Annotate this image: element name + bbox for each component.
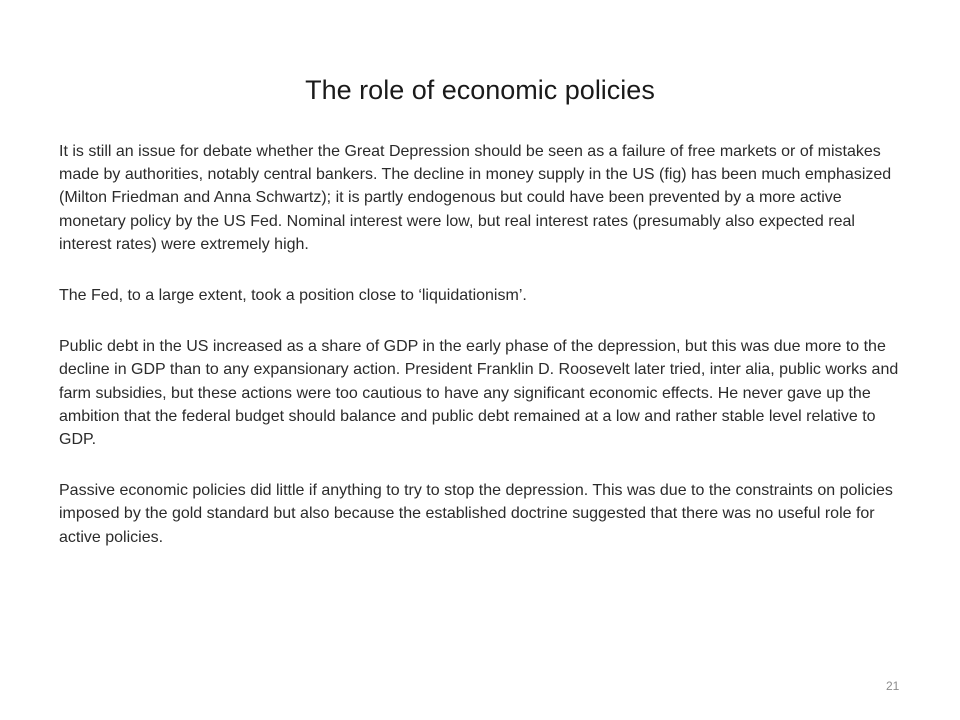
paragraph-passive-policies: Passive economic policies did little if anything to try to stop the depression. This was due to the constraints on policies imposed by the gold standard but also because the established doctrine suggested that there was no useful role for active policies.	[59, 482, 893, 546]
paragraph-liquidationism: The Fed, to a large extent, took a position close to ‘liquidationism’.	[59, 287, 527, 305]
slide-title: The role of economic policies	[305, 75, 655, 105]
paragraph-monetary-policy: It is still an issue for debate whether the Great Depression should be seen as a failure of free markets or of mistakes made by authorities, notably central bankers. The decline in money supply in the US (fig) has been much emphasized (Milton Friedman and Anna Schwartz); it is partly endogenous but could have been prevented by a more active monetary policy by the US Fed. Nominal interest were low, but real interest rates (presumably also expected real interest rates) were extremely high.	[59, 143, 892, 253]
page-number: 21	[886, 679, 900, 693]
slide-body	[59, 140, 905, 577]
paragraph-public-debt: Public debt in the US increased as a share of GDP in the early phase of the depression, but this was due more to the decline in GDP than to any expansionary action. President Franklin D. Roosevelt later tried, inter alia, public works and farm subsidies, but these actions were too cautious to have any significant economic effects. He never gave up the ambition that the federal budget should balance and public debt remained at a low and rather stable level relative to GDP.	[59, 338, 899, 449]
